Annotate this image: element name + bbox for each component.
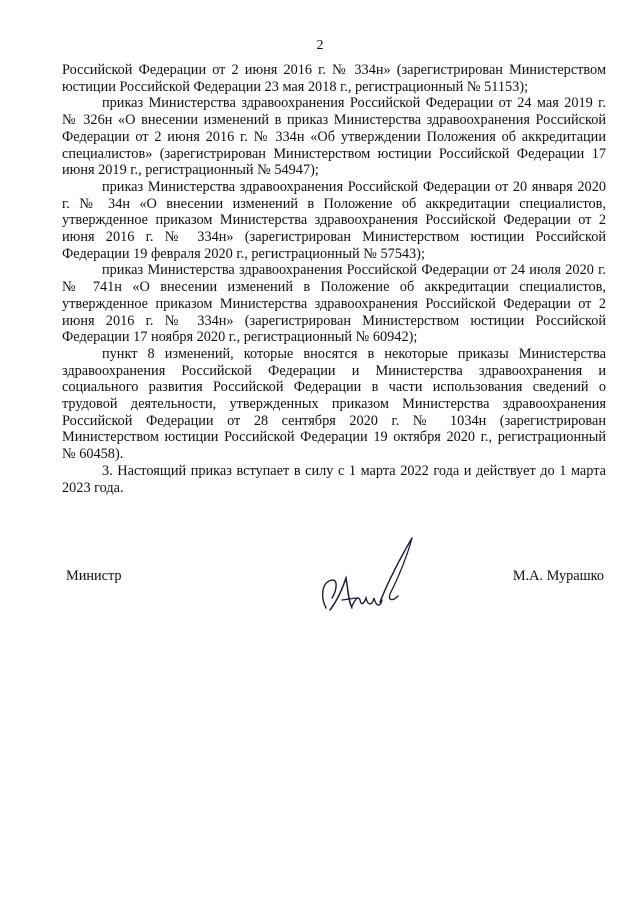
- paragraph-6: 3. Настоящий приказ вступает в силу с 1 марта 2022 года и действует до 1 марта 2023 года.: [62, 462, 606, 496]
- signatory-title: Министр: [66, 568, 122, 584]
- paragraph-5: пункт 8 изменений, которые вносятся в некоторые приказы Министерства здравоохранения Российской Федерации и Министерства здравоохранения и социального развития Российской Федерации в части использования сведений о трудовой деятельности, утвержденных приказом Министерства здравоохранения Российской Федерации от 28 сентября 2020 г. № 1034н (зарегистрирован Министерством юстиции Российской Федерации 19 октября 2020 г., регистрационный № 60458).: [62, 345, 606, 463]
- document-body: [62, 62, 606, 496]
- paragraph-2: приказ Министерства здравоохранения Российской Федерации от 24 мая 2019 г. № 326н «О внесении изменений в приказ Министерства здравоохранения Российской Федерации от 2 июня 2016 г. № 334н «Об утверждении Положения об аккредитации специалистов» (зарегистрирован Министерством юстиции Российской Федерации 17 июня 2019 г., регистрационный № 54947);: [62, 95, 606, 179]
- paragraph-1: Российской Федерации от 2 июня 2016 г. № 334н» (зарегистрирован Министерством юстиции Российской Федерации 23 мая 2018 г., регистрационный № 51153);: [62, 62, 606, 95]
- paragraph-4: приказ Министерства здравоохранения Российской Федерации от 24 июля 2020 г. № 741н «О внесении изменений в Положение об аккредитации специалистов, утвержденное приказом Министерства здравоохранения Российской Федерации от 2 июня 2016 г. № 334н» (зарегистрирован Министерством юстиции Российской Федерации 17 ноября 2020 г., регистрационный № 60942);: [62, 262, 606, 346]
- paragraph-3: приказ Министерства здравоохранения Российской Федерации от 20 января 2020 г. № 34н «О внесении изменений в Положение об аккредитации специалистов, утвержденное приказом Министерства здравоохранения Российской Федерации от 2 июня 2016 г. № 334н» (зарегистрирован Министерством юстиции Российской Федерации 19 февраля 2020 г., регистрационный № 57543);: [62, 178, 606, 262]
- page-number: 2: [316, 38, 324, 53]
- handwritten-signature: [318, 516, 418, 626]
- signatory-name: М.А. Мурашко: [512, 568, 604, 584]
- signature-block: [0, 560, 640, 630]
